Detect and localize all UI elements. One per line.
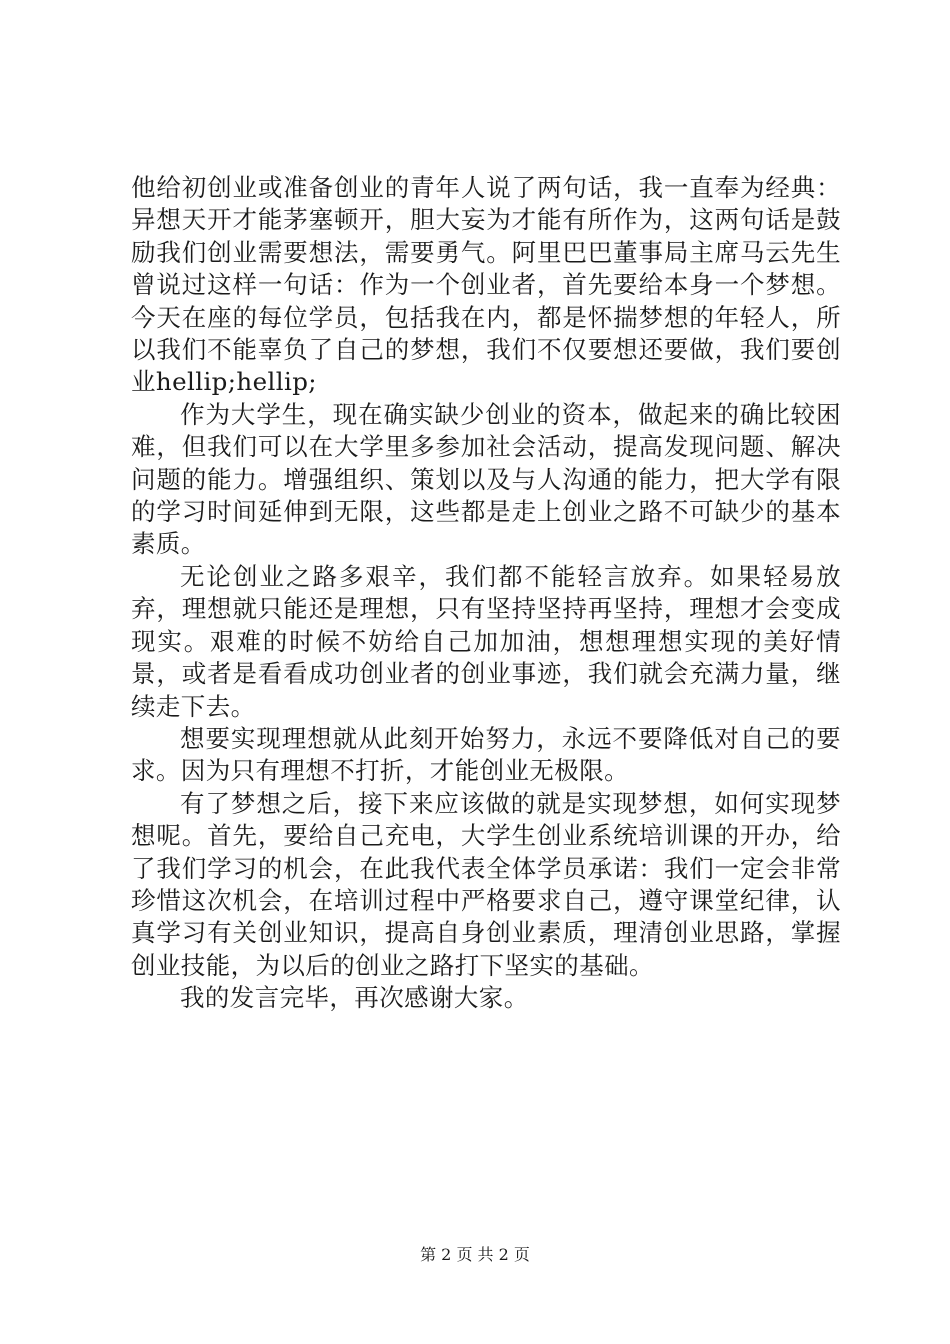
paragraph-4: 想要实现理想就从此刻开始努力，永远不要降低对自己的要求。因为只有理想不打折，才能创业无极限。 xyxy=(131,723,841,786)
paragraph-5: 有了梦想之后，接下来应该做的就是实现梦想，如何实现梦想呢。首先，要给自己充电，大学生创业系统培训课的开办，给了我们学习的机会，在此我代表全体学员承诺：我们一定会非常珍惜这次机会，在培训过程中严格要求自己，遵守课堂纪律，认真学习有关创业知识，提高自身创业素质，理清创业思路，掌握创业技能，为以后的创业之路打下坚实的基础。 xyxy=(131,788,841,980)
page-number-footer: 第 2 页 共 2 页 xyxy=(420,1245,530,1264)
document-body xyxy=(131,172,841,1015)
paragraph-3: 无论创业之路多艰辛，我们都不能轻言放弃。如果轻易放弃，理想就只能还是理想，只有坚持坚持再坚持，理想才会变成现实。艰难的时候不妨给自己加加油，想想理想实现的美好情景，或者是看看成功创业者的创业事迹，我们就会充满力量，继续走下去。 xyxy=(131,561,841,721)
paragraph-1: 他给初创业或准备创业的青年人说了两句话，我一直奉为经典：异想天开才能茅塞顿开，胆大妄为才能有所作为，这两句话是鼓励我们创业需要想法，需要勇气。阿里巴巴董事局主席马云先生曾说过这样一句话：作为一个创业者，首先要给本身一个梦想。今天在座的每位学员，包括我在内，都是怀揣梦想的年轻人，所以我们不能辜负了自己的梦想，我们不仅要想还要做，我们要创业hellip;hellip; xyxy=(131,173,841,397)
paragraph-2: 作为大学生，现在确实缺少创业的资本，做起来的确比较困难，但我们可以在大学里多参加社会活动，提高发现问题、解决问题的能力。增强组织、策划以及与人沟通的能力，把大学有限的学习时间延伸到无限，这些都是走上创业之路不可缺少的基本素质。 xyxy=(131,399,841,559)
paragraph-6: 我的发言完毕，再次感谢大家。 xyxy=(180,983,529,1013)
